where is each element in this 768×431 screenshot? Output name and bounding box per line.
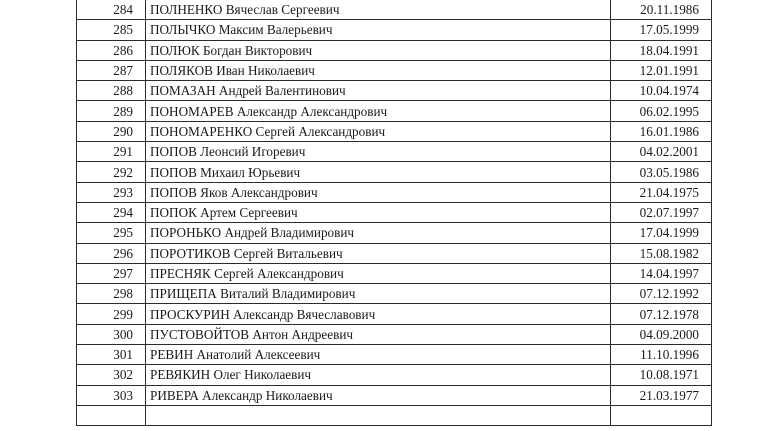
table-row xyxy=(77,324,712,344)
full-name: ПОРОНЬКО Андрей Владимирович xyxy=(146,223,611,243)
birth-date: 03.05.1986 xyxy=(611,162,712,182)
birth-date: 06.02.1995 xyxy=(611,101,712,121)
full-name: ПОЛНЕНКО Вячеслав Сергеевич xyxy=(146,0,611,20)
row-number: 291 xyxy=(77,142,146,162)
full-name: РЕВИН Анатолий Алексеевич xyxy=(146,345,611,365)
full-name: ПОЛЯКОВ Иван Николаевич xyxy=(146,60,611,80)
table-row xyxy=(77,263,712,283)
full-name xyxy=(146,405,611,425)
row-number: 298 xyxy=(77,284,146,304)
row-number: 302 xyxy=(77,365,146,385)
birth-date: 02.07.1997 xyxy=(611,202,712,222)
birth-date: 15.08.1982 xyxy=(611,243,712,263)
birth-date: 14.04.1997 xyxy=(611,263,712,283)
row-number: 294 xyxy=(77,202,146,222)
table-row xyxy=(77,345,712,365)
full-name: ПОПОВ Михаил Юрьевич xyxy=(146,162,611,182)
row-number: 290 xyxy=(77,121,146,141)
full-name: ПРЕСНЯК Сергей Александрович xyxy=(146,263,611,283)
birth-date: 18.04.1991 xyxy=(611,40,712,60)
row-number: 299 xyxy=(77,304,146,324)
full-name: ПОПОВ Яков Александрович xyxy=(146,182,611,202)
birth-date: 21.03.1977 xyxy=(611,385,712,405)
birth-date: 12.01.1991 xyxy=(611,60,712,80)
full-name: ПОПОК Артем Сергеевич xyxy=(146,202,611,222)
row-number: 297 xyxy=(77,263,146,283)
table-row xyxy=(77,162,712,182)
birth-date: 17.04.1999 xyxy=(611,223,712,243)
table-row xyxy=(77,385,712,405)
table-row xyxy=(77,284,712,304)
full-name: ПРОСКУРИН Александр Вячеславович xyxy=(146,304,611,324)
table-row xyxy=(77,121,712,141)
birth-date: 07.12.1992 xyxy=(611,284,712,304)
birth-date: 17.05.1999 xyxy=(611,20,712,40)
birth-date xyxy=(611,405,712,425)
table-row xyxy=(77,304,712,324)
row-number: 286 xyxy=(77,40,146,60)
full-name: ПОНОМАРЕВ Александр Александрович xyxy=(146,101,611,121)
row-number: 288 xyxy=(77,81,146,101)
table-row-cut-off xyxy=(77,405,712,425)
full-name: ПОЛЮК Богдан Викторович xyxy=(146,40,611,60)
full-name: ПОРОТИКОВ Сергей Витальевич xyxy=(146,243,611,263)
full-name: РИВЕРА Александр Николаевич xyxy=(146,385,611,405)
full-name: РЕВЯКИН Олег Николаевич xyxy=(146,365,611,385)
row-number: 295 xyxy=(77,223,146,243)
table-row xyxy=(77,202,712,222)
row-number: 284 xyxy=(77,0,146,20)
full-name: ПОНОМАРЕНКО Сергей Александрович xyxy=(146,121,611,141)
row-number: 303 xyxy=(77,385,146,405)
birth-date: 20.11.1986 xyxy=(611,0,712,20)
table-row xyxy=(77,223,712,243)
table-row xyxy=(77,0,712,20)
row-number: 301 xyxy=(77,345,146,365)
row-number: 287 xyxy=(77,60,146,80)
full-name: ПОПОВ Леонсий Игоревич xyxy=(146,142,611,162)
table-row xyxy=(77,365,712,385)
table-row xyxy=(77,101,712,121)
table-row xyxy=(77,243,712,263)
table-row xyxy=(77,81,712,101)
row-number: 289 xyxy=(77,101,146,121)
birth-date: 11.10.1996 xyxy=(611,345,712,365)
full-name: ПОМАЗАН Андрей Валентинович xyxy=(146,81,611,101)
table-row xyxy=(77,40,712,60)
row-number: 296 xyxy=(77,243,146,263)
birth-date: 10.04.1974 xyxy=(611,81,712,101)
birth-date: 21.04.1975 xyxy=(611,182,712,202)
row-number: 300 xyxy=(77,324,146,344)
full-name: ПОЛЫЧКО Максим Валерьевич xyxy=(146,20,611,40)
table-row xyxy=(77,182,712,202)
table-row xyxy=(77,142,712,162)
row-number xyxy=(77,405,146,425)
row-number: 293 xyxy=(77,182,146,202)
row-number: 292 xyxy=(77,162,146,182)
full-name: ПУСТОВОЙТОВ Антон Андреевич xyxy=(146,324,611,344)
birth-date: 16.01.1986 xyxy=(611,121,712,141)
table-row xyxy=(77,20,712,40)
table-row xyxy=(77,60,712,80)
birth-date: 04.09.2000 xyxy=(611,324,712,344)
row-number: 285 xyxy=(77,20,146,40)
full-name: ПРИЩЕПА Виталий Владимирович xyxy=(146,284,611,304)
birth-date: 10.08.1971 xyxy=(611,365,712,385)
personnel-table xyxy=(76,0,712,426)
birth-date: 04.02.2001 xyxy=(611,142,712,162)
birth-date: 07.12.1978 xyxy=(611,304,712,324)
